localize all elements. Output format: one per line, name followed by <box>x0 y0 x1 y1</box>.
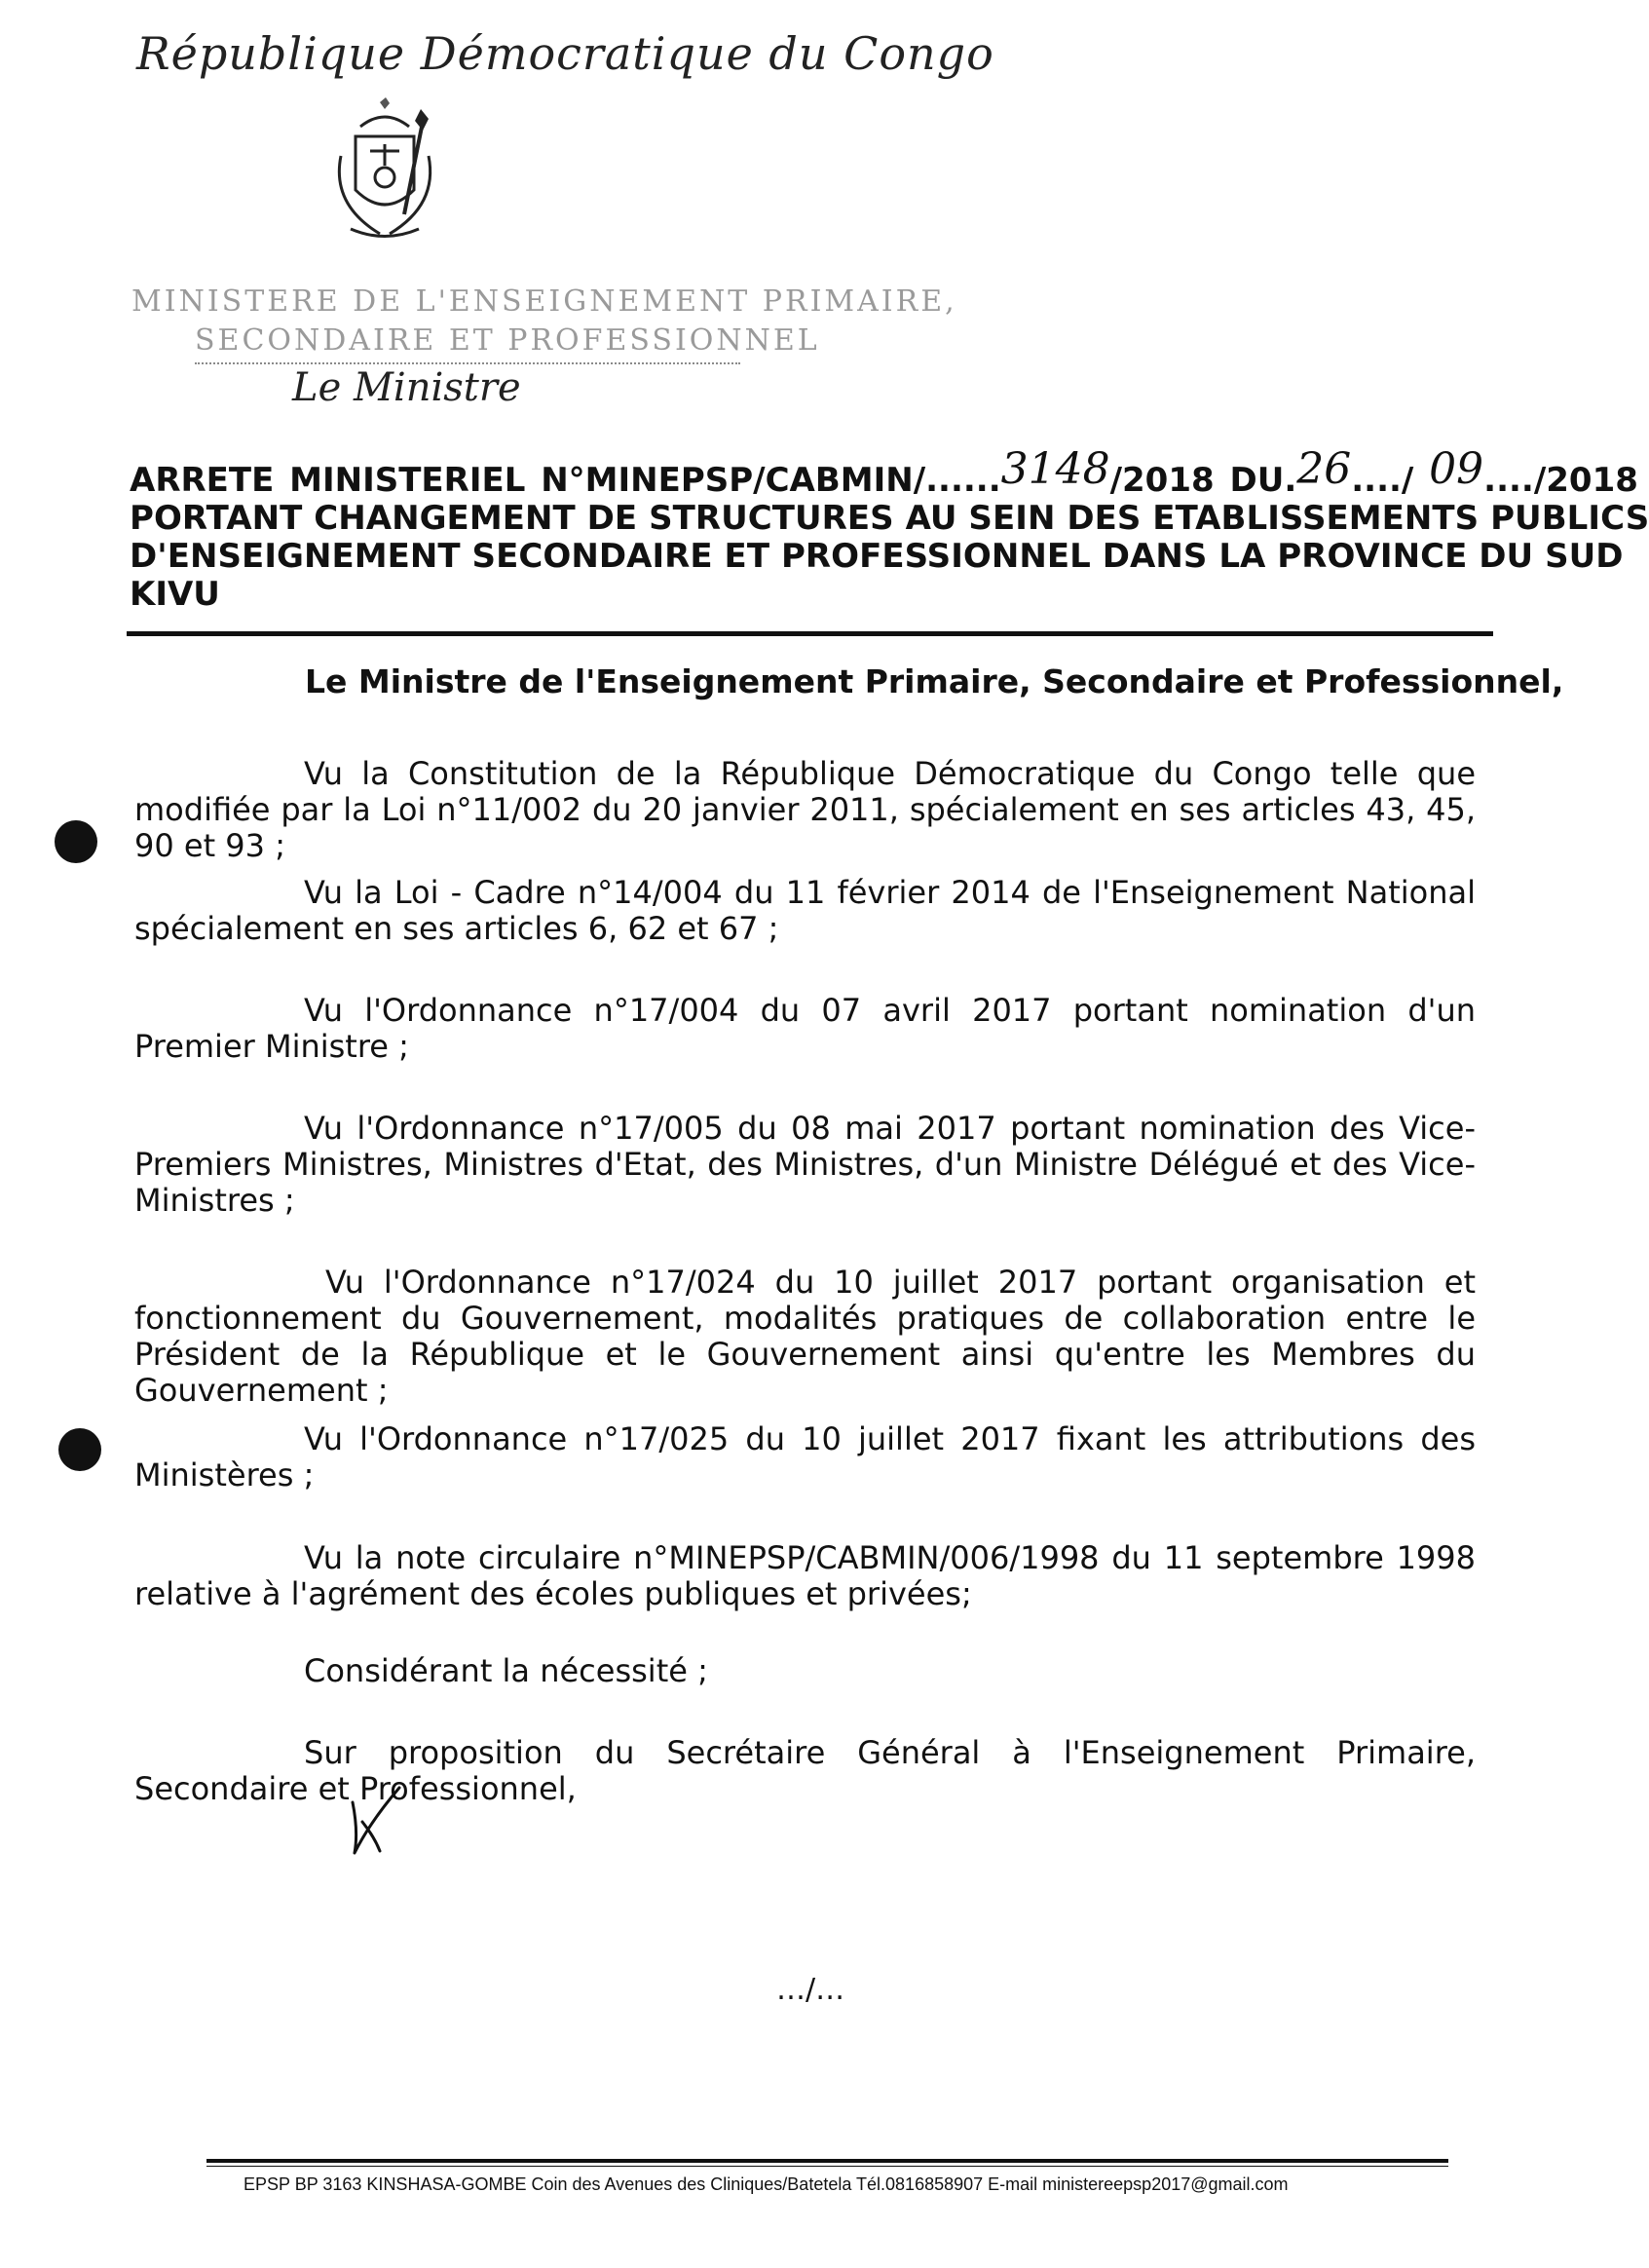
preamble-heading: Le Ministre de l'Enseignement Primaire, Secondaire et Professionnel, <box>305 662 1564 700</box>
decree-day-handwritten: 26 <box>1296 444 1352 494</box>
ministry-name-line2: SECONDAIRE ET PROFESSIONNEL <box>195 323 820 358</box>
footer-rule-thin <box>206 2166 1448 2167</box>
paragraph-ordonnance-005: Vu l'Ordonnance n°17/005 du 08 mai 2017 portant nomination des Vice-Premiers Ministres, Ministres d'Etat, des Ministres, d'un Ministre Délégué et des Vice-Ministres ; <box>134 1110 1476 1219</box>
paragraph-note-circulaire: Vu la note circulaire n°MINEPSP/CABMIN/006/1998 du 11 septembre 1998 relative à l'agrément des écoles publiques et privées; <box>134 1539 1476 1612</box>
republic-name: République Démocratique du Congo <box>136 27 994 80</box>
title-suffix: ..../2018 <box>1483 461 1638 500</box>
paragraph-ordonnance-025: Vu l'Ordonnance n°17/025 du 10 juillet 2017 fixant les attributions des Ministères ; <box>134 1420 1476 1493</box>
title-dots: ...... <box>925 461 1001 500</box>
paragraph-proposition: Sur proposition du Secrétaire Général à l'Enseignement Primaire, Secondaire et Professionnel, <box>134 1734 1476 1807</box>
punch-hole-icon <box>55 820 97 863</box>
paragraph-loi-cadre: Vu la Loi - Cadre n°14/004 du 11 février 2014 de l'Enseignement National spécialement en ses articles 6, 62 et 67 ; <box>134 874 1476 947</box>
title-rule <box>127 631 1493 636</box>
punch-hole-icon <box>58 1428 101 1471</box>
decree-number-handwritten: 3148 <box>1000 444 1110 494</box>
paragraph-considerant: Considérant la nécessité ; <box>304 1652 708 1689</box>
office-title: Le Ministre <box>292 365 521 410</box>
title-line-4: KIVU <box>130 575 220 614</box>
title-prefix: ARRETE MINISTERIEL N°MINEPSP/CABMIN/ <box>130 461 926 500</box>
title-line-3: D'ENSEIGNEMENT SECONDAIRE ET PROFESSIONNEL DANS LA PROVINCE DU SUD <box>130 537 1624 576</box>
title-mid: /2018 DU. <box>1109 461 1297 500</box>
ministry-underline <box>195 362 740 364</box>
paragraph-ordonnance-004: Vu l'Ordonnance n°17/004 du 07 avril 2017 portant nomination d'un Premier Ministre ; <box>134 992 1476 1065</box>
decree-title <box>130 444 1649 614</box>
title-line-2: PORTANT CHANGEMENT DE STRUCTURES AU SEIN DES ETABLISSEMENTS PUBLICS <box>130 499 1649 538</box>
decree-month-handwritten: 09 <box>1429 444 1484 494</box>
paragraph-ordonnance-024: Vu l'Ordonnance n°17/024 du 10 juillet 2017 portant organisation et fonctionnement du Gouvernement, modalités pratiques de collaboration entre le Président de la République et le Gouvernement ainsi qu'entre les Membres du Gouvernement ; <box>134 1264 1476 1409</box>
footer-address: EPSP BP 3163 KINSHASA-GOMBE Coin des Avenues des Cliniques/Batetela Tél.0816858907 E-mail ministereepsp2017@gmail.com <box>244 2174 1289 2194</box>
title-sep: ..../ <box>1351 461 1430 500</box>
footer-rule <box>206 2159 1448 2163</box>
title-line-1 <box>130 444 1638 500</box>
coat-of-arms-icon <box>302 97 468 253</box>
page-continuation: …/… <box>776 1973 845 2007</box>
ministry-name-line1: MINISTERE DE L'ENSEIGNEMENT PRIMAIRE, <box>131 284 957 319</box>
handwritten-initial-icon <box>341 1783 409 1861</box>
paragraph-constitution: Vu la Constitution de la République Démocratique du Congo telle que modifiée par la Loi n°11/002 du 20 janvier 2011, spécialement en ses articles 43, 45, 90 et 93 ; <box>134 755 1476 864</box>
